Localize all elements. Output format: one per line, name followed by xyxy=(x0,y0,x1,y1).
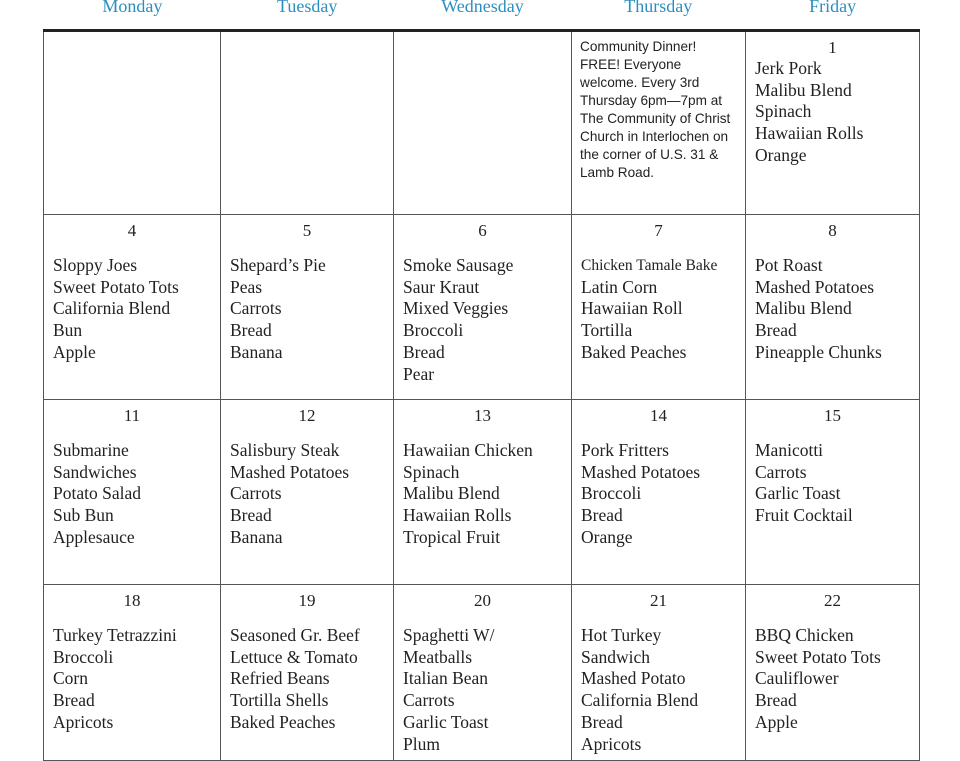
menu-item-list xyxy=(572,625,745,755)
menu-item: Apricots xyxy=(53,711,114,732)
menu-item: Italian Bean xyxy=(403,668,489,689)
menu-item: Plum xyxy=(403,733,440,754)
menu-item: Lettuce & Tomato xyxy=(230,646,358,667)
menu-item: Tropical Fruit xyxy=(403,526,501,547)
menu-item: Turkey Tetrazzini xyxy=(53,625,177,645)
menu-item: Garlic Toast xyxy=(403,711,489,732)
menu-item: Malibu Blend xyxy=(755,298,852,319)
menu-item: Refried Beans xyxy=(230,668,330,689)
menu-item: Tortilla xyxy=(581,320,633,341)
day-number: 21 xyxy=(650,591,667,610)
menu-item-list xyxy=(221,440,393,549)
menu-item: Shepard’s Pie xyxy=(230,255,326,275)
day-cell-thursday xyxy=(571,215,745,399)
menu-item: Bread xyxy=(403,341,445,362)
day-cell-wednesday xyxy=(393,400,571,584)
menu-item: Pear xyxy=(403,363,435,384)
menu-item: Bread xyxy=(230,320,272,341)
menu-item: Tortilla Shells xyxy=(230,690,329,711)
menu-item: Broccoli xyxy=(53,646,114,667)
menu-item: Hawaiian Rolls xyxy=(403,505,512,526)
menu-item: Carrots xyxy=(230,298,282,319)
weekday-header-wednesday: Wednesday xyxy=(441,0,524,16)
menu-item: Pineapple Chunks xyxy=(755,341,882,362)
menu-item: Bread xyxy=(230,505,272,526)
menu-item-list xyxy=(44,625,220,734)
day-number: 1 xyxy=(828,38,837,57)
menu-item: Malibu Blend xyxy=(403,483,500,504)
calendar-week-row xyxy=(43,585,920,761)
menu-item: Carrots xyxy=(230,483,282,504)
day-number: 18 xyxy=(123,591,141,610)
menu-item: Hawaiian Roll xyxy=(581,298,683,319)
menu-item: Bread xyxy=(581,505,623,526)
menu-item: Mashed Potatoes xyxy=(230,461,350,482)
day-number: 20 xyxy=(474,591,491,610)
menu-item-list xyxy=(44,440,220,549)
menu-item: Apple xyxy=(53,341,96,362)
menu-item: Garlic Toast xyxy=(755,483,841,504)
menu-item: Applesauce xyxy=(53,526,135,547)
day-cell-monday xyxy=(43,215,220,399)
day-cell-wednesday xyxy=(393,32,571,214)
menu-item: Banana xyxy=(230,341,283,362)
menu-item: Carrots xyxy=(755,461,807,482)
menu-item: Baked Peaches xyxy=(581,341,687,362)
weekday-header-thursday: Thursday xyxy=(624,0,693,16)
day-number: 19 xyxy=(298,591,316,610)
menu-item-list xyxy=(746,440,919,527)
menu-item: Fruit Cocktail xyxy=(755,505,853,526)
day-number: 8 xyxy=(828,221,837,240)
menu-item: Smoke Sausage xyxy=(403,255,514,275)
menu-item: Sweet Potato Tots xyxy=(53,276,179,297)
menu-item-list xyxy=(572,255,745,364)
menu-item: Malibu Blend xyxy=(755,79,852,100)
menu-item: Bread xyxy=(581,711,623,732)
day-cell-tuesday xyxy=(220,32,393,214)
day-cell-thursday xyxy=(571,32,745,214)
day-number: 7 xyxy=(654,221,663,240)
menu-calendar-grid xyxy=(43,29,920,761)
menu-item-list xyxy=(746,255,919,364)
menu-item: Salisbury Steak xyxy=(230,440,340,460)
menu-item-list xyxy=(746,625,919,734)
weekday-header-row xyxy=(44,0,920,22)
day-number: 12 xyxy=(298,406,316,425)
menu-item: Submarine xyxy=(53,440,129,460)
day-cell-friday xyxy=(745,215,920,399)
day-cell-wednesday xyxy=(393,215,571,399)
day-number: 4 xyxy=(127,221,137,240)
menu-item: Sweet Potato Tots xyxy=(755,646,881,667)
menu-item: Carrots xyxy=(403,690,455,711)
menu-item: Apple xyxy=(755,711,798,732)
menu-item: Peas xyxy=(230,276,263,297)
menu-item: Saur Kraut xyxy=(403,276,480,297)
menu-item: Broccoli xyxy=(581,483,642,504)
day-number: 22 xyxy=(824,591,841,610)
menu-item: Latin Corn xyxy=(581,276,658,297)
day-number: 15 xyxy=(824,406,841,425)
day-cell-thursday xyxy=(571,585,745,760)
menu-item: Jerk Pork xyxy=(755,58,822,78)
weekday-header-monday: Monday xyxy=(102,0,163,16)
menu-item: Bread xyxy=(755,690,797,711)
menu-item-list xyxy=(746,58,919,167)
menu-item: Pot Roast xyxy=(755,255,823,275)
menu-item: California Blend xyxy=(581,690,699,711)
menu-item: Sub Bun xyxy=(53,505,114,526)
menu-item: Orange xyxy=(581,526,633,547)
menu-item: Cauliflower xyxy=(755,668,839,689)
day-cell-friday xyxy=(745,400,920,584)
menu-item: Spinach xyxy=(755,101,812,122)
weekday-header-tuesday: Tuesday xyxy=(277,0,338,16)
menu-item: Broccoli xyxy=(403,320,464,341)
menu-item: Mixed Veggies xyxy=(403,298,509,319)
day-cell-wednesday xyxy=(393,585,571,760)
day-cell-friday xyxy=(745,585,920,760)
day-cell-friday xyxy=(745,32,920,214)
menu-item: Meatballs xyxy=(403,646,473,667)
menu-item: Pork Fritters xyxy=(581,440,669,460)
menu-item: Mashed Potato xyxy=(581,668,686,689)
menu-item-list xyxy=(394,625,571,755)
calendar-week-row xyxy=(43,215,920,400)
menu-item: Hawaiian Chicken xyxy=(403,440,533,460)
day-number: 11 xyxy=(123,406,141,425)
menu-item: Apricots xyxy=(581,733,642,754)
day-cell-monday xyxy=(43,32,220,214)
menu-item: Sandwich xyxy=(581,646,651,667)
menu-item-list xyxy=(394,440,571,549)
menu-item-list xyxy=(572,440,745,549)
day-number: 6 xyxy=(478,221,487,240)
menu-item: Bun xyxy=(53,320,83,341)
menu-item: Hawaiian Rolls xyxy=(755,123,864,144)
day-number: 13 xyxy=(474,406,491,425)
day-number: 14 xyxy=(650,406,667,425)
menu-item: Sandwiches xyxy=(53,461,137,482)
menu-item: Potato Salad xyxy=(53,483,141,504)
menu-item: BBQ Chicken xyxy=(755,625,854,645)
menu-item-list xyxy=(221,255,393,364)
day-cell-tuesday xyxy=(220,400,393,584)
menu-item: Bread xyxy=(53,690,95,711)
menu-item: Spinach xyxy=(403,461,460,482)
menu-item: Corn xyxy=(53,668,88,689)
calendar-week-row xyxy=(43,32,920,215)
day-cell-tuesday xyxy=(220,585,393,760)
day-cell-thursday xyxy=(571,400,745,584)
menu-item-list xyxy=(221,625,393,734)
community-dinner-note: Community Dinner! FREE! Everyone welcome. Every 3rd Thursday 6pm—7pm at The Community of Christ Church in Interlochen on the corner of U.S. 31 & Lamb Road. xyxy=(580,39,731,180)
menu-item: Sloppy Joes xyxy=(53,255,138,275)
menu-item: Chicken Tamale Bake xyxy=(581,257,718,274)
menu-item: Spaghetti W/ xyxy=(403,625,495,645)
menu-item: Banana xyxy=(230,526,283,547)
menu-item: Hot Turkey xyxy=(581,625,662,645)
menu-item: California Blend xyxy=(53,298,171,319)
menu-item: Mashed Potatoes xyxy=(581,461,701,482)
menu-item: Manicotti xyxy=(755,440,824,460)
day-cell-monday xyxy=(43,400,220,584)
menu-item: Mashed Potatoes xyxy=(755,276,875,297)
calendar-week-row xyxy=(43,400,920,585)
menu-item: Orange xyxy=(755,144,807,165)
menu-item: Seasoned Gr. Beef xyxy=(230,625,360,645)
menu-item-list xyxy=(44,255,220,364)
day-number: 5 xyxy=(302,221,312,240)
day-cell-tuesday xyxy=(220,215,393,399)
menu-item-list xyxy=(394,255,571,385)
menu-item: Baked Peaches xyxy=(230,711,336,732)
menu-item: Bread xyxy=(755,320,797,341)
weekday-header-friday: Friday xyxy=(809,0,857,16)
day-cell-monday xyxy=(43,585,220,760)
